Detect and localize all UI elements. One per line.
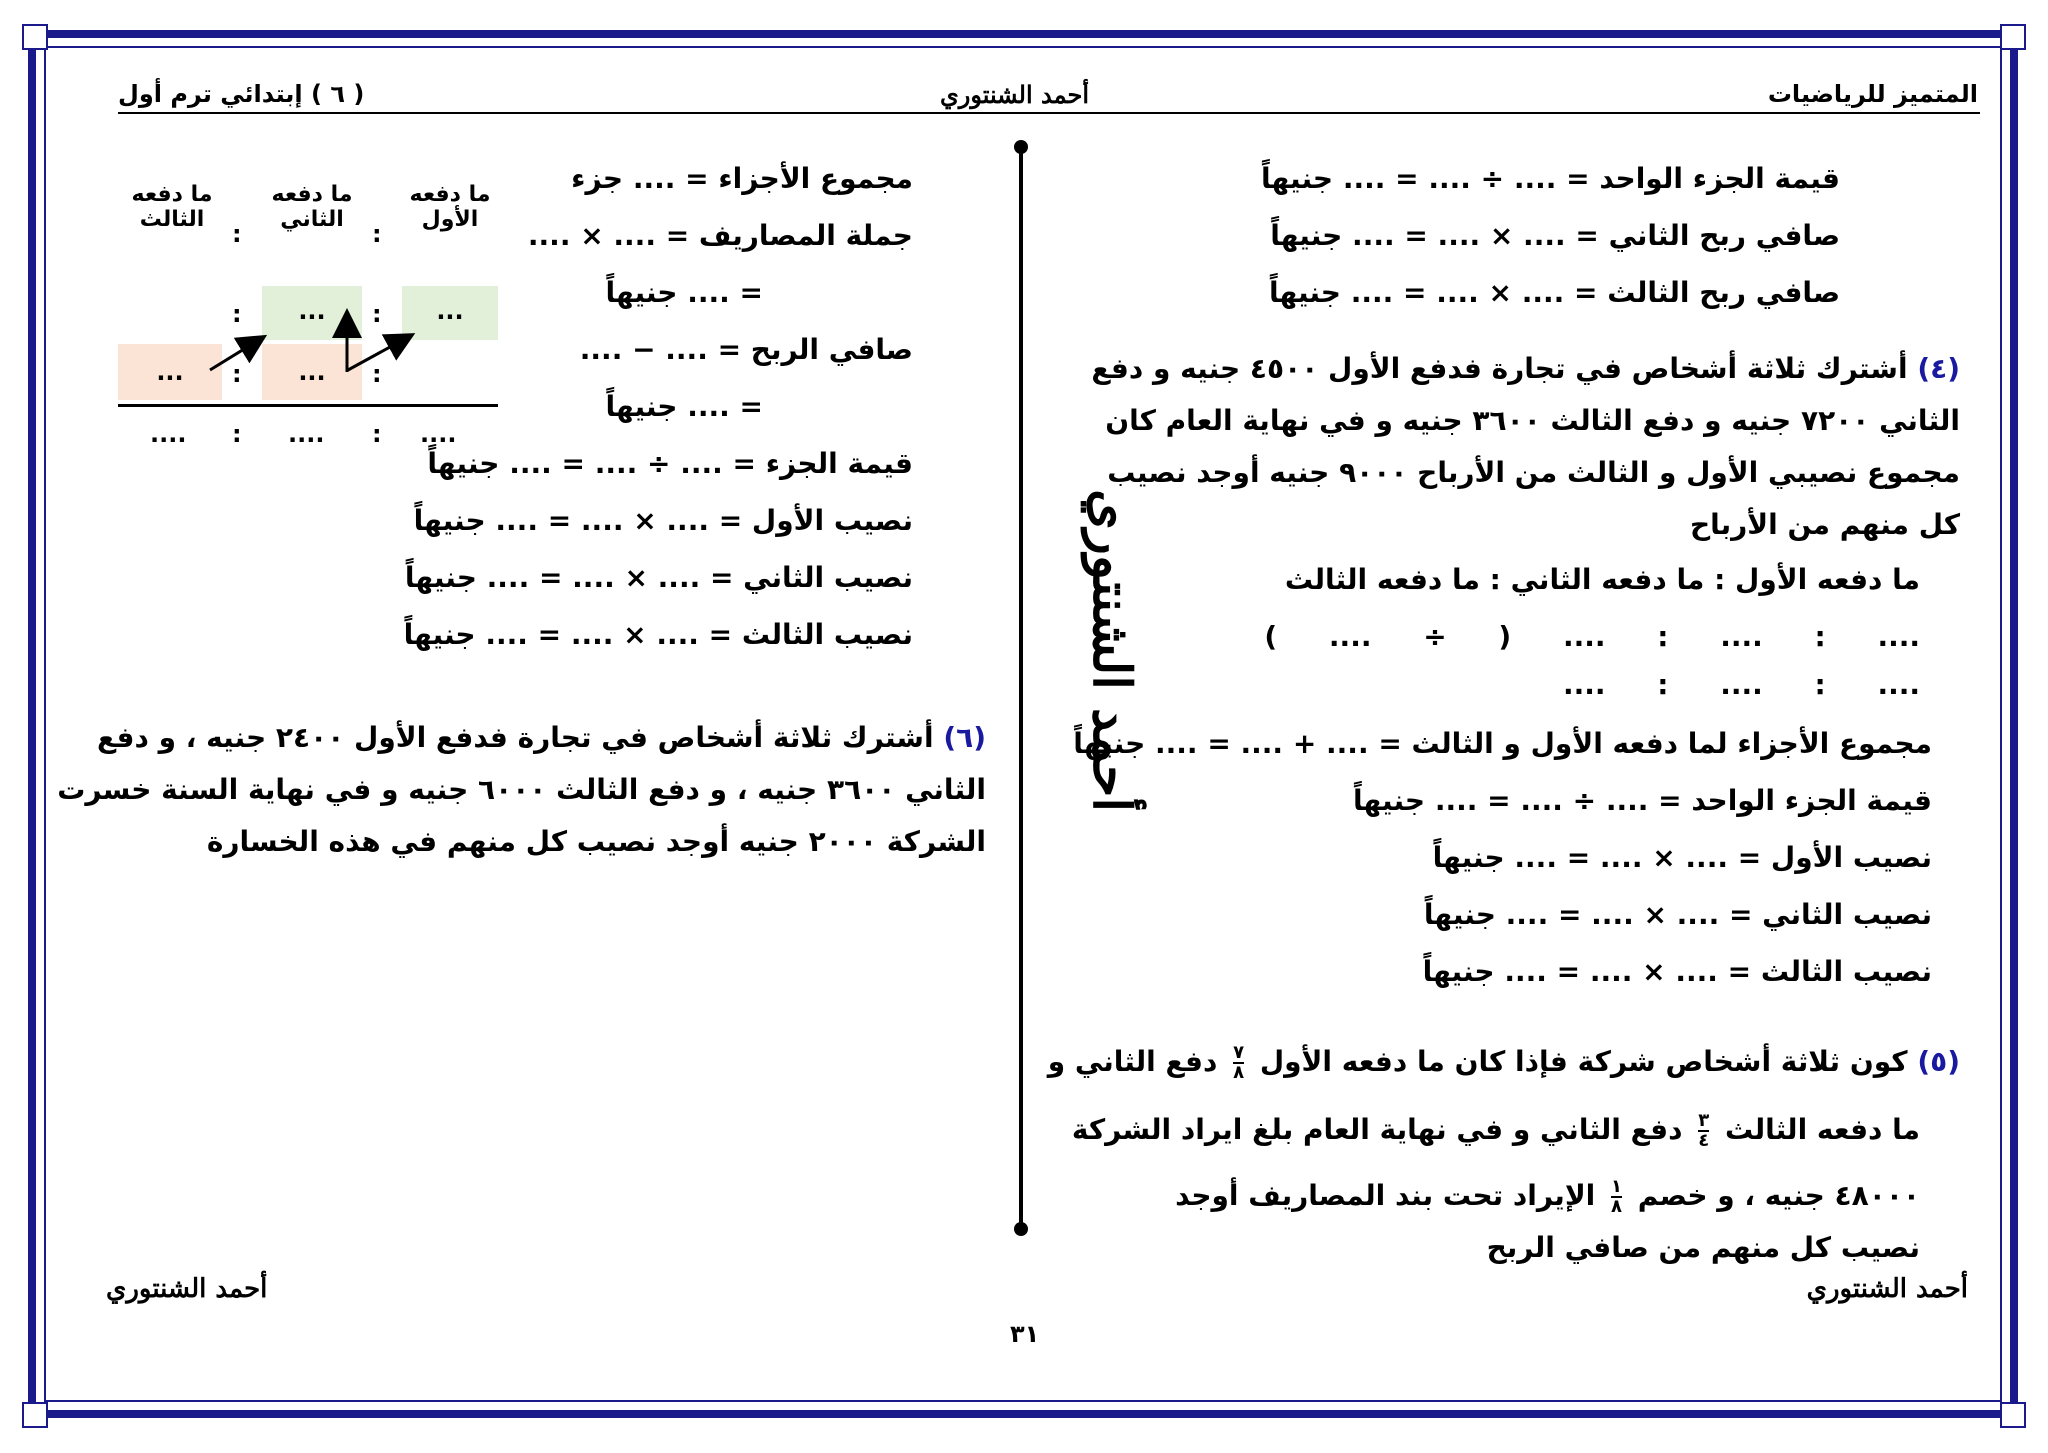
question-5-number: (٥) (1917, 1045, 1960, 1078)
ratio-colon-3: : (372, 300, 382, 328)
l-line-2: جملة المصاريف = .... × .... (527, 219, 913, 252)
q5-line-3b: الإيراد تحت بند المصاريف أوجد (1175, 1179, 1596, 1212)
r-top-line-2: صافي ربح الثاني = .... × .... = .... جنيهاً (1270, 219, 1840, 252)
ratio-header-second: ما دفعه الثاني (271, 182, 353, 232)
q5-line-2a: ما دفعه الثالث (1724, 1113, 1920, 1146)
frame-corner-top-right (2000, 24, 2026, 50)
divider-top-dot (1014, 140, 1028, 154)
ratio-cell-first-green: ... (402, 286, 498, 340)
footer-author-right: أحمد الشنتوري (1806, 1274, 1968, 1304)
divider-bottom-dot (1014, 1222, 1028, 1236)
header-title: المتميز للرياضيات (1767, 80, 1978, 108)
ratio-colon-7: : (372, 420, 382, 448)
q5-line-1a: كون ثلاثة أشخاص شركة فإذا كان ما دفعه الأول (1259, 1045, 1908, 1078)
ratio-colon-2: : (232, 220, 242, 248)
q4-line-4: نصيب الثاني = .... × .... = .... جنيهاً (1423, 898, 1932, 931)
ratio-cell-second-peach: ... (262, 344, 362, 400)
question-4-text: أشترك ثلاثة أشخاص في تجارة فدفع الأول ٤٥٠٠ جنيه و دفع الثاني ٧٢٠٠ جنيه و دفع الثالث ٣٦٠٠ جنيه و في نهاية العام كان مجموع نصيبي الأول و الثالث من الأرباح ٩٠٠٠ جنيه أوجد نصيب كل منهم من الأرباح (1091, 352, 1960, 541)
ratio-result-second: .... (288, 420, 325, 448)
question-4-number: (٤) (1917, 352, 1960, 385)
arrow-icon-2 (348, 336, 410, 370)
arrow-icon-1 (210, 338, 262, 370)
q4-ratio-header: ما دفعه الأول : ما دفعه الثاني : ما دفعه الثالث (1284, 563, 1920, 596)
l-line-1: مجموع الأجزاء = .... جزء (571, 162, 913, 195)
frame-corner-top-left (22, 24, 48, 50)
q4-ratio-row-1: .... : .... : .... ( ÷ .... ) (1264, 620, 1920, 653)
ratio-arrows (200, 300, 420, 380)
ratio-colon-1: : (372, 220, 382, 248)
frame-corner-bottom-right (2000, 1402, 2026, 1428)
ratio-underline (118, 404, 498, 407)
header-author: أحمد الشنتوري (940, 80, 1089, 109)
q5-line-1b: دفع الثاني و (1047, 1045, 1218, 1078)
ratio-header-third: ما دفعه الثالث (131, 182, 213, 232)
ratio-header-first: ما دفعه الأول (409, 182, 491, 232)
r-top-line-3: صافي ربح الثالث = .... × .... = .... جنيهاً (1268, 276, 1840, 309)
ratio-cell-second-green: ... (262, 286, 362, 340)
page-number: ٣١ (1010, 1320, 1040, 1348)
ratio-result-third: .... (150, 420, 187, 448)
l-line-9: نصيب الثالث = .... × .... = .... جنيهاً (403, 618, 913, 651)
l-line-5: = .... جنيهاً (605, 390, 763, 423)
question-5 (1047, 1028, 1960, 1278)
question-4 (1060, 343, 1960, 551)
l-line-6: قيمة الجزء = .... ÷ .... = .... جنيهاً (427, 447, 913, 480)
divider-signature: أحمد الشنتوري (1080, 489, 1142, 812)
ratio-colon-8: : (232, 420, 242, 448)
q4-line-1: مجموع الأجزاء لما دفعه الأول و الثالث = .... + .... = .... جنيهاً (1073, 727, 1932, 760)
header-rule (118, 112, 1980, 114)
q5-fraction-3: $\frac{١}{٨}$ (1611, 1176, 1623, 1217)
q5-fraction-2: $\frac{٣}{٤}$ (1698, 1110, 1710, 1151)
q5-line-2b: دفع الثاني و في نهاية العام بلغ ايراد الشركة (1071, 1113, 1683, 1146)
q4-ratio-row-2: .... : .... : .... (1562, 668, 1920, 701)
header-grade: ( ٦ ) إبتدائي ترم أول (118, 80, 365, 108)
l-line-8: نصيب الثاني = .... × .... = .... جنيهاً (404, 561, 913, 594)
q5-fraction-1: $\frac{٧}{٨}$ (1233, 1042, 1245, 1083)
ratio-cell-third-peach: ... (118, 344, 222, 400)
right-column (1047, 150, 1960, 1278)
r-top-line-1: قيمة الجزء الواحد = .... ÷ .... = .... جنيهاً (1261, 162, 1840, 195)
question-6 (56, 712, 986, 868)
question-6-number: (٦) (943, 721, 986, 754)
q4-line-2: قيمة الجزء الواحد = .... ÷ .... = .... جنيهاً (1353, 784, 1932, 817)
ratio-colon-4: : (232, 300, 242, 328)
l-line-3: = .... جنيهاً (605, 276, 763, 309)
q4-line-5: نصيب الثالث = .... × .... = .... جنيهاً (1422, 955, 1932, 988)
q5-line-4: نصيب كل منهم من صافي الربح (1486, 1231, 1920, 1264)
ratio-colon-6: : (232, 360, 242, 388)
footer-author-left: أحمد الشنتوري (106, 1274, 268, 1304)
frame-corner-bottom-left (22, 1402, 48, 1428)
question-6-text: أشترك ثلاثة أشخاص في تجارة فدفع الأول ٢٤٠٠ جنيه ، و دفع الثاني ٣٦٠٠ جنيه ، و دفع الثالث ٦٠٠٠ جنيه و في نهاية السنة خسرت الشركة ٢٠٠٠ جنيه أوجد نصيب كل منهم في هذه الخسارة (57, 721, 986, 858)
ratio-colon-5: : (372, 360, 382, 388)
l-line-4: صافي الربح = .... − .... (579, 333, 913, 366)
q5-line-3a: ٤٨٠٠٠ جنيه ، و خصم (1637, 1179, 1920, 1212)
l-line-7: نصيب الأول = .... × .... = .... جنيهاً (413, 504, 913, 537)
ratio-result-first: .... (420, 420, 457, 448)
q4-line-3: نصيب الأول = .... × .... = .... جنيهاً (1432, 841, 1932, 874)
center-divider (1019, 146, 1023, 1231)
